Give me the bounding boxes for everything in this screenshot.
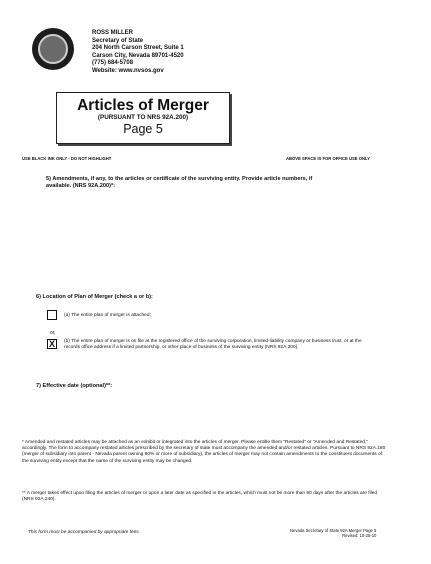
footnote-effective-date: ** A merger takes effect upon filing the articles of merger or upon a later date as specified in the articles, which must not be more than 90 days after the articles are filed (NRS 92A.240). (22, 491, 378, 503)
agency-name: ROSS MILLER (92, 30, 134, 36)
agency-address-block (92, 30, 184, 76)
form-page-number: Page 5 (123, 122, 163, 136)
section-6-heading: 6) Location of Plan of Merger (check a or b): (36, 294, 153, 300)
agency-phone: (775) 684-5708 (92, 60, 134, 67)
agency-city: Carson City, Nevada 89701-4520 (92, 52, 184, 59)
option-b-checkbox[interactable]: X (48, 339, 55, 349)
state-seal-icon (32, 28, 74, 70)
footnote-amended-articles: * Amended and restated articles may be attached as an exhibit or integrated into the articles of merger. Please entitle them "Restated" or "Amended and Restated," accordingly. The form to accompany restated articles prescribed by the secretary of state must accompany the amended and/or restated articles. Pursuant to NRS 92A.180 (merger of subsidiary into parent - Nevada parent owning 90% or more of subsidiary), the articles of merger may not contain amendments to the constituent documents of the surviving entity except that the name of the surviving entity may be changed. (22, 440, 386, 464)
form-title: Articles of Merger (77, 97, 209, 114)
state-seal-center (38, 34, 68, 64)
office-use-note: ABOVE SPACE IS FOR OFFICE USE ONLY (286, 156, 370, 161)
agency-street: 204 North Carson Street, Suite 1 (92, 45, 184, 52)
agency-website: Website: www.nvsos.gov (92, 67, 164, 74)
form-title-box (56, 92, 230, 144)
option-a-checkbox[interactable] (47, 310, 57, 320)
form-id: Nevada Secretary of State 92A Merger Page 5 (290, 528, 377, 533)
section-7-effective-date: 7) Effective date (optional)**: (36, 383, 113, 389)
form-revision-info (290, 528, 376, 538)
option-b-label: (b) The entire plan of merger is on file at the registered office of the surviving corporation, limited-liability company or business trust, or at the records office address if a limited partnership, or other place of business of the surviving entity (NRS 92A.200). (64, 339, 362, 351)
form-subtitle: (PURSUANT TO NRS 92A.200) (97, 114, 189, 121)
ink-instruction: USE BLACK INK ONLY - DO NOT HIGHLIGHT (22, 156, 112, 161)
section-5-amendments: 5) Amendments, if any, to the articles or certificate of the surviving entity. Provide article numbers, if available. (NRS 92A.200)*: (46, 176, 313, 189)
fee-notice: This form must be accompanied by appropriate fees. (28, 530, 140, 535)
agency-title: Secretary of State (92, 37, 144, 44)
or-label: or, (50, 330, 56, 336)
revision-date: Revised: 10-25-10 (342, 533, 377, 539)
option-a-label: (a) The entire plan of merger is attached; (64, 313, 151, 318)
